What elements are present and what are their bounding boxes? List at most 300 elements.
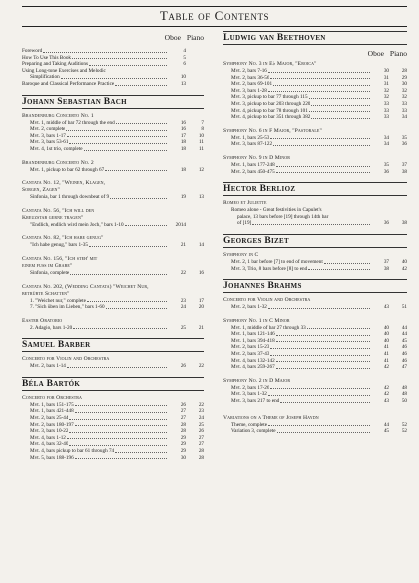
entry-title: Mvt. 2, bars 7-16 <box>231 68 267 74</box>
oboe-page-number: 29 <box>180 434 186 441</box>
work-title-cont: betrübte Schatten" <box>22 290 70 297</box>
entry-list <box>22 270 204 277</box>
entry-title: "Endlich, endlich wird mein Joch," bars 1-10 <box>30 221 124 228</box>
oboe-page-number: 38 <box>383 265 389 272</box>
piano-page-number: 48 <box>401 384 407 391</box>
piano-page-number: 11 <box>199 139 204 146</box>
piano-page-number: 52 <box>401 428 407 435</box>
entry-title: Mvt. 3, pickup to bar 203 through 220 <box>231 100 311 107</box>
dot-leader <box>73 325 167 330</box>
entry-title: Mvt. 1, bars 25-53 <box>231 134 270 141</box>
toc-entry <box>22 435 204 442</box>
oboe-page-number: 23 <box>180 297 186 304</box>
piano-page-number <box>186 68 204 75</box>
piano-page-number: 38 <box>401 220 407 227</box>
entry-title: Mvt. 2, bars 25-44 <box>30 415 69 422</box>
piano-page-number <box>186 55 204 62</box>
oboe-page-number: 28 <box>180 421 186 428</box>
entry-list <box>223 385 407 405</box>
oboe-page-number: 42 <box>383 384 389 391</box>
toc-entry <box>22 363 204 370</box>
composer-heading-beethoven: Ludwig van Beethoven <box>223 31 407 45</box>
oboe-page-number: 19 <box>180 194 186 201</box>
entry-list <box>223 162 407 175</box>
toc-entry <box>22 61 204 68</box>
toc-entry <box>22 120 204 127</box>
toc-entry <box>22 222 204 229</box>
work-title: Symphony No. 2 in D Major <box>223 377 291 384</box>
piano-page-number: 37 <box>401 161 407 168</box>
dot-leader <box>270 75 370 80</box>
piano-page-number: 27 <box>198 434 204 441</box>
toc-entry <box>22 167 204 174</box>
entry-title: Mvt. 2, bars 17-26 <box>231 384 270 391</box>
work-title-cont: Sorgen, Zagen" <box>22 187 60 194</box>
oboe-page-number: 25 <box>180 324 186 331</box>
left-column <box>22 31 204 461</box>
entry-title: Mvt. 2, bars 69-101 <box>231 81 273 88</box>
dot-leader <box>311 114 370 119</box>
front-matter-list <box>22 48 204 88</box>
entry-list <box>223 68 407 121</box>
entry-title: Mvt. 2, bars 1-14 <box>30 363 66 370</box>
oboe-page-number: 36 <box>383 168 389 175</box>
oboe-page-number: 31 <box>383 81 389 88</box>
toc-entry <box>223 135 407 142</box>
piano-page-number: 8 <box>201 126 204 133</box>
dot-leader <box>67 363 167 368</box>
piano-page-number: 34 <box>401 114 407 121</box>
piano-page-number: 50 <box>401 398 407 405</box>
oboe-page-number: 42 <box>383 364 389 371</box>
entry-note: Romeo alone - Great festivities in Capulet's <box>231 207 322 214</box>
piano-page-number: 32 <box>401 87 407 94</box>
work-title: Symphony No. 1 in C Minor <box>223 317 290 324</box>
oboe-page-number: 44 <box>383 421 389 428</box>
entry-title: Sinfonia, complete <box>30 269 70 276</box>
piano-page-number: 25 <box>198 421 204 428</box>
column-header-right <box>223 49 407 58</box>
oboe-page-number: 26 <box>180 363 186 370</box>
oboe-page-number: 40 <box>383 324 389 331</box>
entry-title: Mvt. 4, bars 132-142 <box>231 357 275 364</box>
oboe-page-number: 27 <box>180 408 186 415</box>
toc-entry <box>223 391 407 398</box>
oboe-page-number: 41 <box>383 344 389 351</box>
work-title: Symphony No. 6 in F Major, "Pastorale" <box>223 127 322 134</box>
piano-page-number: 29 <box>401 74 407 81</box>
piano-page-number: 28 <box>198 448 204 455</box>
toc-entry <box>22 415 204 422</box>
entry-list <box>22 363 204 370</box>
dot-leader <box>270 344 370 349</box>
work-title: Romeo et Juliette <box>223 200 267 207</box>
entry-title: Mvt. 2, bars 180-197 <box>30 421 74 428</box>
entry-title: Theme, complete <box>231 421 268 428</box>
dot-leader <box>61 74 167 79</box>
page-title <box>22 6 407 27</box>
composer-heading-bartok: Béla Bartók <box>22 377 204 391</box>
piano-page-number: 20 <box>198 304 204 311</box>
entry-title: Mvt. 3, Trio, 8 bars before [8] to end <box>231 265 308 272</box>
toc-entry <box>223 75 407 82</box>
toc-entry <box>223 422 407 429</box>
entry-title: Mvt. 1, bars 394-418 <box>231 337 275 344</box>
page-title-text: Table of Contents <box>159 8 270 23</box>
toc-entry <box>223 344 407 351</box>
entry-title: Foreword <box>22 48 43 54</box>
dot-leader <box>75 408 167 413</box>
dot-leader <box>276 162 370 167</box>
oboe-page-number: 32 <box>383 87 389 94</box>
toc-entry <box>22 74 204 81</box>
entry-title: Sinfonia, bar 1 through downbeat of 9 <box>30 194 110 201</box>
piano-page-number: 13 <box>198 194 204 201</box>
composer-heading-brahms: Johannes Brahms <box>223 279 407 293</box>
toc-entry <box>223 88 407 95</box>
entry-title: Mvt. 4, bars pickup to bar 61 through 74 <box>30 448 115 455</box>
oboe-page-number <box>168 68 186 75</box>
entry-list <box>22 325 204 332</box>
dot-leader <box>70 270 167 275</box>
entry-title: Mvt. 4, bars 1-12 <box>30 434 66 441</box>
piano-page-number <box>186 222 204 229</box>
dot-leader <box>84 146 167 151</box>
toc-entry <box>223 114 407 121</box>
dot-leader <box>69 139 167 144</box>
piano-page-number: 40 <box>401 258 407 265</box>
dot-leader <box>270 385 370 390</box>
toc-entry <box>223 81 407 88</box>
dot-leader <box>115 448 167 453</box>
piano-page-number: 24 <box>198 415 204 422</box>
entry-title: Preparing and Taking Auditions <box>22 61 88 68</box>
oboe-page-number: 16 <box>180 126 186 133</box>
oboe-page-number: 13 <box>180 80 186 87</box>
piano-page-number: 32 <box>401 94 407 101</box>
oboe-page-number: 29 <box>180 441 186 448</box>
oboe-page-number: 18 <box>180 166 186 173</box>
work-title: Concerto for Violin and Orchestra <box>223 297 311 304</box>
entry-title: Mvt. 1, middle of bar 72 through the end <box>30 119 115 126</box>
entry-title: Mvt. 1, pickup to bar 62 through 67 <box>30 166 105 173</box>
dot-leader <box>115 81 167 86</box>
entry-list <box>22 194 204 201</box>
entry-title: Baroque and Classical Performance Practice <box>22 80 115 87</box>
dot-leader <box>75 455 167 460</box>
entry-title: 2. Adagio, bars 1-20 <box>30 324 73 331</box>
work-title-cont: einem fuss im Grabe" <box>22 262 73 269</box>
entry-title: Mvt. 4, pickup to bar 78 through 101 <box>231 107 308 114</box>
work-title: Cantata No. 82, "Ich habe genug" <box>22 235 104 242</box>
entry-title: Mvt. 3, bars 1-32 <box>231 391 267 398</box>
toc-entry <box>22 408 204 415</box>
entry-title: Using Long-tone Exercises and Melodic <box>22 67 106 74</box>
dot-leader <box>75 402 167 407</box>
toc-entry <box>223 364 407 371</box>
column-header-left <box>22 33 204 42</box>
toc-entry <box>223 338 407 345</box>
oboe-page-number: 36 <box>383 220 389 227</box>
oboe-page-number: 18 <box>180 145 186 152</box>
toc-entry <box>22 402 204 409</box>
entry-list <box>223 304 407 311</box>
work-title: Symphony No. 3 in E♭ Major, "Eroica" <box>223 61 317 67</box>
toc-entry <box>223 351 407 358</box>
entry-title: Mvt. 5, bars 188-196 <box>30 454 74 461</box>
dot-leader <box>268 422 370 427</box>
dot-leader <box>43 48 167 53</box>
entry-list <box>22 222 204 229</box>
dot-leader <box>311 101 370 106</box>
piano-page-number: 38 <box>401 168 407 175</box>
entry-title: Mvt. 2, bars 450-475 <box>231 168 275 175</box>
piano-page-number: 22 <box>198 401 204 408</box>
oboe-page-number: 45 <box>383 428 389 435</box>
toc-entry <box>22 55 204 62</box>
oboe-page-number: 24 <box>180 304 186 311</box>
piano-page-number: 48 <box>401 391 407 398</box>
composer-heading-berlioz: Hector Berlioz <box>223 182 407 196</box>
oboe-page-number: 5 <box>183 54 186 61</box>
oboe-page-number: 27 <box>180 415 186 422</box>
entry-title: 1. "Weichet nur," complete <box>30 297 86 304</box>
oboe-page-number: 40 <box>383 337 389 344</box>
oboe-page-number: 41 <box>383 357 389 364</box>
piano-page-number: 17 <box>198 297 204 304</box>
piano-page-number <box>186 61 204 68</box>
piano-page-number: 28 <box>198 454 204 461</box>
entry-title: Variation 3, complete <box>231 428 276 435</box>
piano-page-number: 23 <box>198 408 204 415</box>
toc-entry <box>22 194 204 201</box>
dot-leader <box>69 441 167 446</box>
dot-leader <box>268 88 370 93</box>
dot-leader <box>106 304 167 309</box>
entry-title: Mvt. 1, bars 421-448 <box>30 408 74 415</box>
entry-list <box>22 120 204 153</box>
entry-title: Mvt. 2, bars 36-56 <box>231 74 270 81</box>
dot-leader <box>75 422 167 427</box>
work-title-cont: Kreuzstab gerne tragen" <box>22 214 84 221</box>
composer-heading-bizet: Georges Bizet <box>223 234 407 248</box>
entry-title: Mvt. 1, middle of bar 27 through 33 <box>231 324 306 331</box>
toc-entry <box>22 126 204 133</box>
piano-page-number: 26 <box>198 428 204 435</box>
oboe-page-number: 33 <box>383 100 389 107</box>
work-title: Cantata No. 156, "Ich steh' mit <box>22 255 98 262</box>
dot-leader <box>125 222 167 227</box>
dot-leader <box>276 338 370 343</box>
dot-leader <box>268 68 370 73</box>
piano-page-number: 35 <box>401 134 407 141</box>
entry-title: Mvt. 2, bars 37-43 <box>231 351 270 358</box>
piano-page-number: 44 <box>401 331 407 338</box>
oboe-page-number: 10 <box>180 74 186 81</box>
oboe-page-number: 32 <box>383 94 389 101</box>
entry-title: Mvt. 3, bars 1-28 <box>231 87 267 94</box>
entry-title: Mvt. 3, bars 217 to end <box>231 398 280 405</box>
piano-header: Piano <box>389 49 407 58</box>
toc-columns <box>22 31 407 461</box>
entry-title: Mvt. 1, bars 177-248 <box>231 161 275 168</box>
work-title: Variations on a Theme of Joseph Haydn <box>223 414 319 421</box>
oboe-page-number: 37 <box>383 258 389 265</box>
toc-entry <box>223 385 407 392</box>
piano-page-number: 28 <box>401 68 407 74</box>
entry-list <box>223 259 407 272</box>
toc-entry <box>22 242 204 249</box>
toc-entry <box>223 141 407 148</box>
entry-list <box>223 220 407 227</box>
dot-leader <box>105 167 167 172</box>
toc-entry <box>223 428 407 435</box>
oboe-page-number: 42 <box>383 391 389 398</box>
entry-title: Mvt. 4, bars 32-40 <box>30 441 69 448</box>
toc-entry <box>22 139 204 146</box>
dot-leader <box>273 141 370 146</box>
toc-entry <box>22 325 204 332</box>
dot-leader <box>270 351 370 356</box>
oboe-page-number: 26 <box>180 401 186 408</box>
oboe-page-number: 33 <box>383 114 389 121</box>
entry-title: Mvt. 1, bars 121-146 <box>231 331 275 338</box>
toc-entry <box>22 455 204 462</box>
oboe-page-number: 17 <box>180 132 186 139</box>
oboe-header: Oboe <box>164 33 181 42</box>
oboe-page-number: 29 <box>180 448 186 455</box>
work-title: Symphony No. 9 in D Minor <box>223 154 290 161</box>
piano-page-number: 30 <box>401 81 407 88</box>
toc-entry <box>223 220 407 227</box>
toc-entry <box>223 266 407 273</box>
entry-title: How To Use This Book <box>22 54 72 61</box>
dot-leader <box>69 428 167 433</box>
entry-list <box>22 167 204 174</box>
dot-leader <box>307 325 370 330</box>
toc-entry <box>22 441 204 448</box>
piano-page-number: 7 <box>201 119 204 126</box>
work-title: Easter Oratorio <box>22 317 63 324</box>
dot-leader <box>252 220 370 225</box>
entry-list <box>22 298 204 311</box>
piano-page-number: 51 <box>401 304 407 311</box>
work-title: Cantata No. 202, (Wedding Cantata) "Weichet Nur, <box>22 283 149 290</box>
piano-page-number: 14 <box>198 242 204 249</box>
work-title: Brandenburg Concerto No. 2 <box>22 159 94 166</box>
dot-leader <box>67 133 167 138</box>
oboe-page-number: 41 <box>383 351 389 358</box>
dot-leader <box>89 61 167 66</box>
toc-entry <box>223 68 407 75</box>
toc-entry <box>223 101 407 108</box>
oboe-header: Oboe <box>367 49 384 58</box>
entry-title: Mvt. 1, bars 151-175 <box>30 401 74 408</box>
dot-leader <box>268 304 370 309</box>
composer-heading-bach: Johann Sebastian Bach <box>22 95 204 109</box>
oboe-page-number: 33 <box>383 107 389 114</box>
oboe-page-number: 30 <box>383 68 389 74</box>
oboe-page-number: 4 <box>183 48 186 54</box>
entry-title: Mvt. 2, bars 15-23 <box>231 344 270 351</box>
toc-entry <box>22 448 204 455</box>
piano-header: Piano <box>186 33 204 42</box>
dot-leader <box>273 81 370 86</box>
entry-title: Mvt. 4, 1st trio, complete <box>30 145 83 152</box>
toc-entry <box>22 68 204 75</box>
oboe-page-number: 43 <box>383 398 389 405</box>
piano-page-number <box>186 48 204 55</box>
dot-leader <box>276 331 370 336</box>
piano-page-number: 46 <box>401 357 407 364</box>
piano-page-number <box>186 74 204 81</box>
dot-leader <box>309 108 370 113</box>
entry-title: Mvt. 2, complete <box>30 126 66 133</box>
piano-page-number: 16 <box>198 269 204 276</box>
toc-entry <box>223 331 407 338</box>
toc-entry <box>223 169 407 176</box>
work-title: Concerto for Orchestra <box>22 394 83 401</box>
dot-leader <box>309 94 370 99</box>
toc-entry <box>223 259 407 266</box>
entry-list <box>22 402 204 461</box>
dot-leader <box>116 120 167 125</box>
piano-page-number: 36 <box>401 141 407 148</box>
right-column <box>223 31 407 461</box>
toc-entry <box>223 304 407 311</box>
dot-leader <box>110 194 167 199</box>
entry-title: Mvt. 2, bars 1-32 <box>231 304 267 311</box>
entry-title: 7. "Sich üben im Lieben," bars 1-60 <box>30 304 105 311</box>
entry-title: Mvt. 4, bars 259-267 <box>231 364 275 371</box>
piano-page-number: 44 <box>401 324 407 331</box>
toc-entry <box>22 48 204 55</box>
dot-leader <box>72 55 167 60</box>
entry-list <box>22 242 204 249</box>
piano-page-number: 42 <box>401 265 407 272</box>
piano-page-number: 22 <box>198 363 204 370</box>
toc-entry <box>22 81 204 88</box>
entry-title: Mvt. 3, bars 1-17 <box>30 132 66 139</box>
oboe-page-number: 22 <box>180 269 186 276</box>
oboe-page-number: 21 <box>180 242 186 249</box>
oboe-page-number: 30 <box>180 454 186 461</box>
piano-page-number: 27 <box>198 441 204 448</box>
oboe-page-number: 34 <box>383 134 389 141</box>
entry-list <box>223 422 407 435</box>
dot-leader <box>308 266 370 271</box>
piano-page-number: 11 <box>199 145 204 152</box>
oboe-page-number: 6 <box>183 61 186 68</box>
dot-leader <box>87 298 167 303</box>
work-title: Brandenburg Concerto No. 1 <box>22 112 94 119</box>
entry-list <box>223 135 407 148</box>
oboe-page-number: 18 <box>180 139 186 146</box>
entry-title: "Ich habe genug," bars 1-35 <box>30 242 88 249</box>
entry-title: Mvt. 3, pickup to bar 77 through 115 <box>231 94 308 101</box>
dot-leader <box>66 126 167 131</box>
dot-leader <box>277 428 370 433</box>
oboe-page-number: 28 <box>180 428 186 435</box>
oboe-page-number: 31 <box>383 74 389 81</box>
dot-leader <box>276 358 370 363</box>
piano-page-number: 46 <box>401 351 407 358</box>
dot-leader <box>268 391 370 396</box>
toc-entry <box>22 270 204 277</box>
piano-page-number: 52 <box>401 421 407 428</box>
entry-title: Mvt. 4, pickup to bar 351 through 382 <box>231 114 311 121</box>
piano-page-number: 33 <box>401 107 407 114</box>
